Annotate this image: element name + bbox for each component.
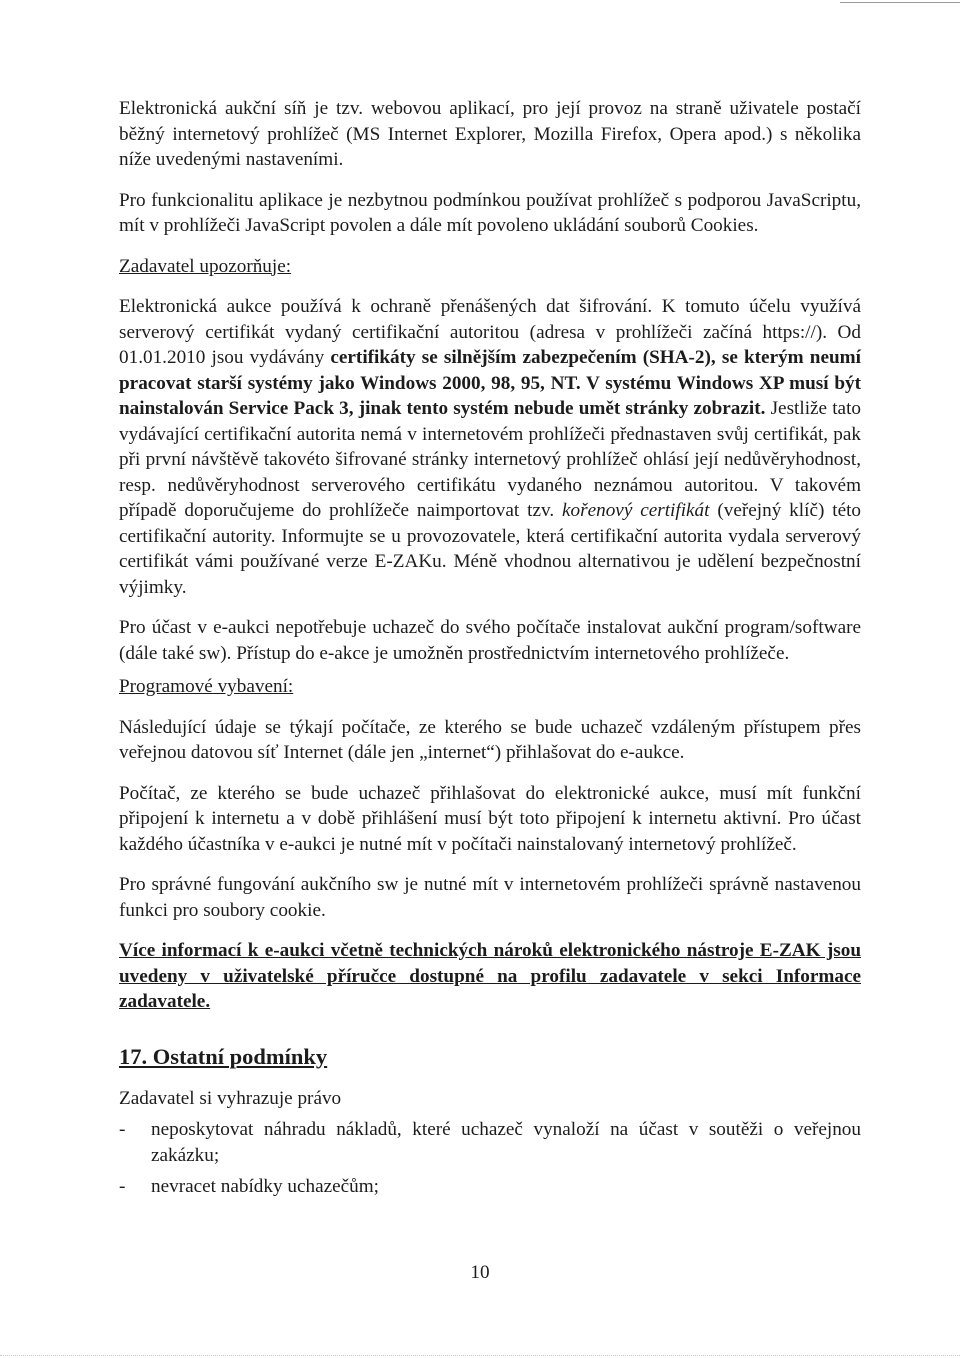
more-info-link: Více informací k e-aukci včetně technických nároků elektronického nástroje E-ZAK jsou uvedeny v uživatelské příručce dostupné na profilu zadavatele v sekci Informace zadavatele. (119, 940, 861, 1012)
software-heading: Programové vybavení: (119, 676, 294, 697)
page-number: 10 (470, 1262, 490, 1283)
list-item-text: neposkytovat náhradu nákladů, které uchazeč vynaloží na účast v soutěži o veřejnou zakázku; (151, 1119, 861, 1166)
warning-heading: Zadavatel upozorňuje: (119, 255, 292, 277)
encryption-text-e: (veřejný klíč) této certifikační autority. Informujte se u provozovatele, která certifikační autorita vydala serverový certifikát vámi používané verze E-ZAKu. Méně vhodnou alternativou je udělení bezpečnostní výjimky. (119, 500, 862, 598)
paragraph-auction-room: Elektronická aukční síň je tzv. webovou aplikací, pro její provoz na straně uživatele postačí běžný internetový prohlížeč (MS Internet Explorer, Mozilla Firefox, Opera apod.) s několika níže uvedenými nastaveními. (119, 98, 861, 170)
encryption-text-bold: certifikáty se silnějším zabezpečením (SHA-2), se kterým neumí pracovat starší systémy jako Windows 2000, 98, 95, NT. V systému Windows XP musí být nainstalován Service Pack 3, jinak tento systém nebude umět stránky zobrazit. (119, 347, 861, 419)
section-title: 17. Ostatní podmínky (119, 1043, 328, 1069)
paragraph-no-install: Pro účast v e-aukci nepotřebuje uchazeč do svého počítače instalovat aukční program/software (dále také sw). Přístup do e-akce je umožněn prostřednictvím internetového prohlížeče. (119, 617, 861, 664)
list-item (119, 1174, 861, 1200)
encryption-text-italic: kořenový certifikát (562, 500, 710, 521)
encryption-text-c: Jestliže tato vydávající certifikační autorita nemá v internetovém prohlížeči přednastaven svůj certifikát, pak při první návštěvě takovéto šifrované stránky internetový prohlížeč ohlásí její nedůvěryhodnost, resp. nedůvěryhodnost serverového certifikátu vydaného neznámou autoritou. V takovém případě doporučujeme do prohlížeče naimportovat tzv. (119, 398, 861, 521)
list-dash: - (119, 1176, 126, 1197)
paragraph-encryption (119, 294, 861, 600)
paragraph-connection: Počítač, ze kterého se bude uchazeč přihlašovat do elektronické aukce, musí mít funkční připojení k internetu a v době přihlášení musí být toto připojení k internetu aktivní. Pro účast každého účastníka v e-aukci je nutné mít v počítači nainstalovaný internetový prohlížeč. (119, 782, 861, 855)
list-dash: - (119, 1119, 126, 1140)
reserve-intro: Zadavatel si vyhrazuje právo (119, 1087, 342, 1109)
scan-edge-line (840, 2, 960, 3)
list-item (119, 1117, 861, 1168)
scan-bottom-edge (0, 1355, 960, 1356)
paragraph-javascript: Pro funkcionalitu aplikace je nezbytnou podmínkou používat prohlížeč s podporou JavaScriptu, mít v prohlížeči JavaScript povolen a dále mít povoleno ukládání souborů Cookies. (119, 189, 861, 236)
paragraph-computer-info: Následující údaje se týkají počítače, ze kterého se bude uchazeč vzdáleným přístupem přes veřejnou datovou síť Internet (dále jen „internet“) přihlašovat do e-aukce. (119, 716, 861, 763)
list-item-text: nevracet nabídky uchazečům; (151, 1176, 380, 1197)
page-content (119, 96, 861, 1200)
encryption-text-a: Elektronická aukce používá k ochraně přenášených dat šifrování. K tomuto účelu využívá serverový certifikát vydaný certifikační autoritou (adresa v prohlížeči začíná https://). Od 01.01.2010 jsou vydávány (119, 296, 861, 368)
reserve-list (119, 1117, 861, 1200)
paragraph-cookies: Pro správné fungování aukčního sw je nutné mít v internetovém prohlížeči správně nastavenou funkci pro soubory cookie. (119, 874, 861, 921)
